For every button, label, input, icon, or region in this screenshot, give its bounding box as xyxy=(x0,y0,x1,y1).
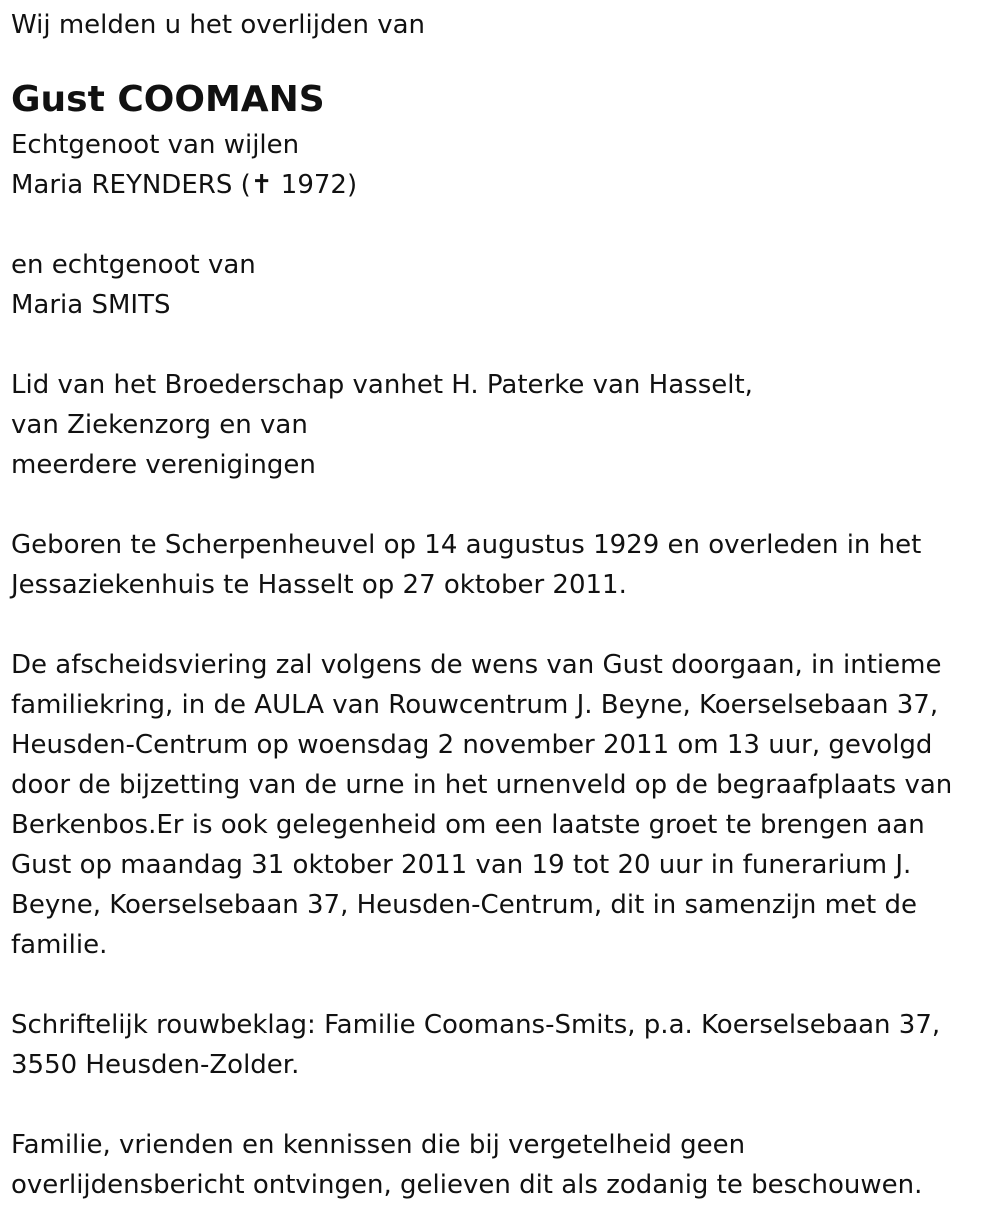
ceremony-line: Heusden-Centrum op woensdag 2 november 2011 om 13 uur, gevolgd xyxy=(11,730,933,760)
spacer xyxy=(11,325,991,365)
intro-text: Wij melden u het overlijden van xyxy=(11,10,426,40)
spacer xyxy=(11,205,991,245)
first-spouse-label: Echtgenoot van wijlen xyxy=(11,130,300,160)
ceremony-paragraph xyxy=(11,645,991,965)
birth-death-line: Jessaziekenhuis te Hasselt op 27 oktober 2011. xyxy=(11,570,627,600)
memberships-line: Lid van het Broederschap vanhet H. Paterke van Hasselt, xyxy=(11,370,753,400)
death-notice xyxy=(11,5,991,1205)
memberships-line: meerdere verenigingen xyxy=(11,450,316,480)
spacer xyxy=(11,605,991,645)
spacer xyxy=(11,965,991,1005)
condolences-paragraph xyxy=(11,1005,991,1085)
ceremony-line: De afscheidsviering zal volgens de wens van Gust doorgaan, in intieme xyxy=(11,650,942,680)
condolences-line: 3550 Heusden-Zolder. xyxy=(11,1050,300,1080)
first-spouse-name: Maria REYNDERS (✝ 1972) xyxy=(11,170,358,200)
ceremony-line: door de bijzetting van de urne in het urnenveld op de begraafplaats van xyxy=(11,770,953,800)
condolences-line: Schriftelijk rouwbeklag: Familie Coomans-Smits, p.a. Koerselsebaan 37, xyxy=(11,1010,941,1040)
memberships-line: van Ziekenzorg en van xyxy=(11,410,308,440)
deceased-name: Gust COOMANS xyxy=(11,79,325,120)
spacer xyxy=(11,1085,991,1125)
ceremony-line: Gust op maandag 31 oktober 2011 van 19 tot 20 uur in funerarium J. xyxy=(11,850,912,880)
birth-death-paragraph xyxy=(11,525,991,605)
second-spouse-name: Maria SMITS xyxy=(11,290,171,320)
ceremony-line: Berkenbos.Er is ook gelegenheid om een laatste groet te brengen aan xyxy=(11,810,925,840)
spacer xyxy=(11,45,991,75)
spacer xyxy=(11,485,991,525)
memberships-paragraph xyxy=(11,365,991,485)
ceremony-line: familiekring, in de AULA van Rouwcentrum J. Beyne, Koerselsebaan 37, xyxy=(11,690,939,720)
ceremony-line: familie. xyxy=(11,930,108,960)
closing-line: overlijdensbericht ontvingen, gelieven dit als zodanig te beschouwen. xyxy=(11,1170,923,1200)
second-spouse-label: en echtgenoot van xyxy=(11,250,256,280)
closing-paragraph xyxy=(11,1125,991,1205)
birth-death-line: Geboren te Scherpenheuvel op 14 augustus 1929 en overleden in het xyxy=(11,530,922,560)
closing-line: Familie, vrienden en kennissen die bij vergetelheid geen xyxy=(11,1130,746,1160)
ceremony-line: Beyne, Koerselsebaan 37, Heusden-Centrum, dit in samenzijn met de xyxy=(11,890,917,920)
